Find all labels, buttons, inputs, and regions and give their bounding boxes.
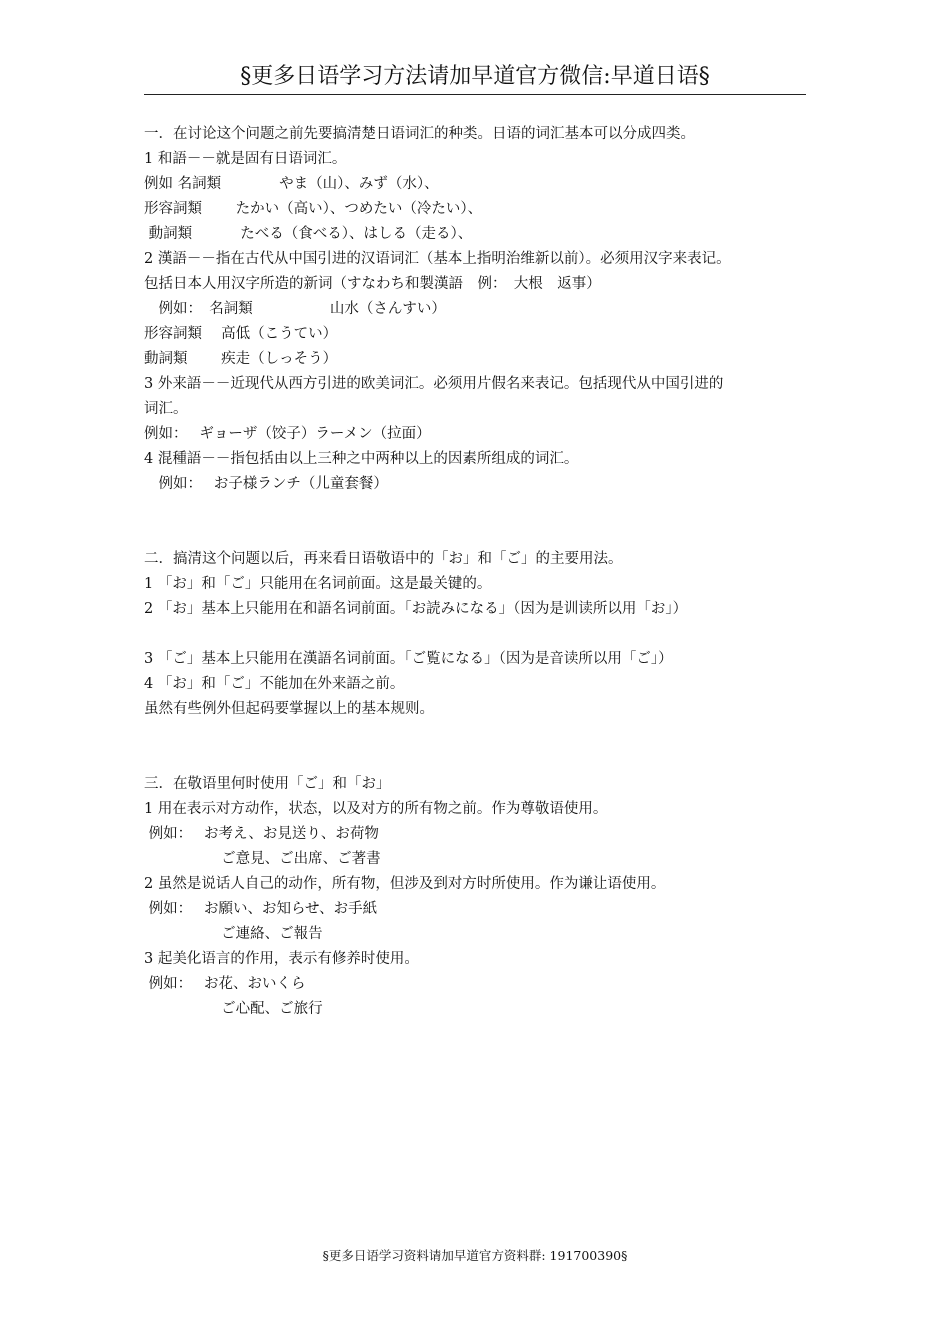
text-line: 1 「お」和「ご」只能用在名词前面。这是最关键的。 [144, 576, 492, 592]
text-line: 3 起美化语言的作用，表示有修养时使用。 [144, 951, 419, 967]
section-o-go-usage [144, 547, 824, 722]
text-line: 3 外来語－－近现代从西方引进的欧美词汇。必须用片假名来表记。包括现代从中国引进的 [144, 376, 724, 392]
text-line: 例如： ギョーザ（饺子）ラーメン（拉面） [144, 426, 431, 442]
section-keigo-usage [144, 772, 824, 1022]
text-line: 1 和語－－就是固有日语词汇。 [144, 151, 347, 167]
text-line: 词汇。 [144, 401, 188, 417]
text-line: 例如 名詞類 やま（山）、みず（水）、 [144, 176, 439, 192]
section-word-types [144, 122, 824, 497]
text-line: 2 「お」基本上只能用在和語名词前面。「お読みになる」（因为是训读所以用「お」） [144, 601, 688, 617]
page-header-title: §更多日语学习方法请加早道官方微信:早道日语§ [144, 60, 806, 95]
spacer [144, 747, 824, 772]
text-line: 例如： お子様ランチ（儿童套餐） [144, 476, 388, 492]
text-line: 一．在讨论这个问题之前先要搞清楚日语词汇的种类。日语的词汇基本可以分成四类。 [144, 126, 695, 142]
text-line: 三．在敬语里何时使用「ご」和「お」 [144, 776, 391, 792]
text-line: 動詞類 たべる（食べる）、はしる（走る）、 [144, 226, 473, 242]
text-line: ご連絡、ご報告 [144, 926, 323, 942]
text-line: 二．搞清这个问题以后，再来看日语敬语中的「お」和「ご」的主要用法。 [144, 551, 623, 567]
text-line: 虽然有些例外但起码要掌握以上的基本规则。 [144, 701, 434, 717]
text-line: 例如： お考え、お見送り、お荷物 [144, 826, 379, 842]
text-line: 2 漢語－－指在古代从中国引进的汉语词汇（基本上指明治维新以前）。必须用汉字来表记。 [144, 251, 731, 267]
text-line: 2 虽然是说话人自己的动作，所有物，但涉及到对方时所使用。作为谦让语使用。 [144, 876, 666, 892]
spacer [144, 722, 824, 747]
text-line: ご意見、ご出席、ご著書 [144, 851, 381, 867]
text-line: 形容詞類 高低（こうてい） [144, 326, 338, 342]
text-line: 例如： お願い、お知らせ、お手紙 [144, 901, 378, 917]
text-line: 例如： お花、おいくら [144, 976, 306, 992]
text-line: 3 「ご」基本上只能用在漢語名词前面。「ご覧になる」（因为是音读所以用「ご」） [144, 651, 673, 667]
spacer [144, 497, 824, 522]
text-line: 1 用在表示对方动作，状态，以及对方的所有物之前。作为尊敬语使用。 [144, 801, 608, 817]
page-footer: §更多日语学习资料请加早道官方资料群: 191700390§ [322, 1248, 628, 1263]
text-line: 形容詞類 たかい（高い）、つめたい（冷たい）、 [144, 201, 483, 217]
document-body [144, 122, 824, 1022]
text-line: 動詞類 疾走（しっそう） [144, 351, 338, 367]
text-line: 4 混種語－－指包括由以上三种之中两种以上的因素所组成的词汇。 [144, 451, 579, 467]
text-line: 包括日本人用汉字所造的新词（すなわち和製漢語 例： 大根 返事） [144, 276, 601, 292]
spacer [144, 522, 824, 547]
text-line: 例如： 名詞類 山水（さんすい） [144, 301, 446, 317]
text-line [144, 622, 824, 647]
text-line: 4 「お」和「ご」不能加在外来語之前。 [144, 676, 405, 692]
text-line: ご心配、ご旅行 [144, 1001, 323, 1017]
